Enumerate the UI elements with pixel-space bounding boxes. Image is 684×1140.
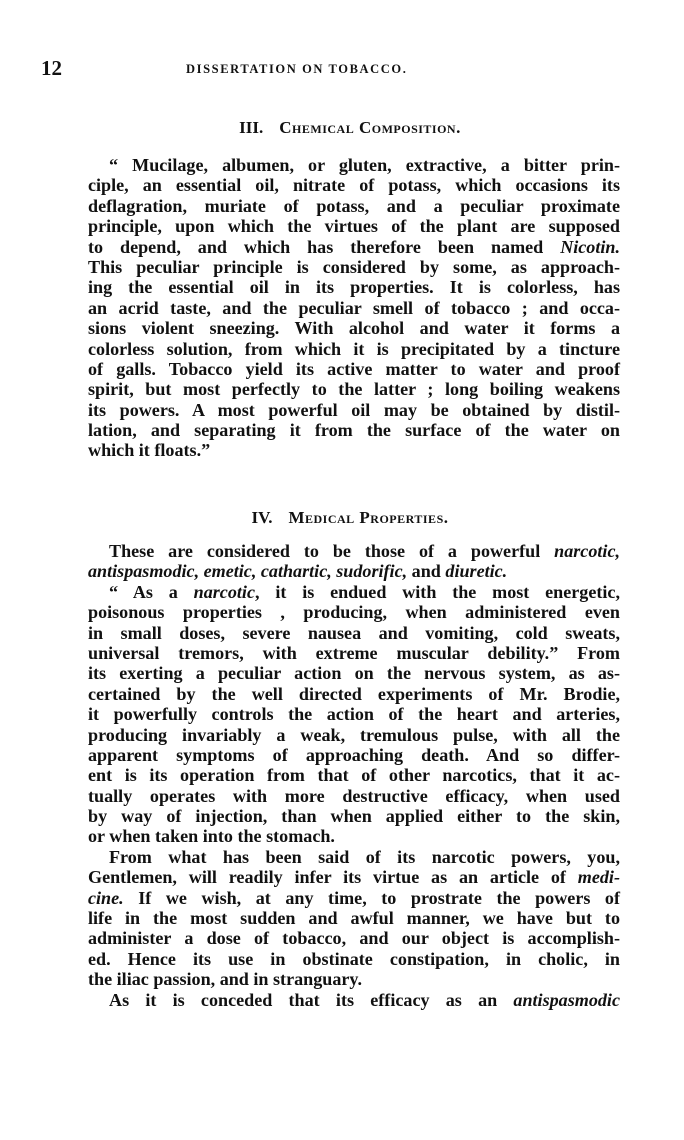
text-line: in small doses, severe nausea and vomiting, cold sweats,: [88, 622, 620, 643]
text-run: If we wish, at any time, to prostrate the powers of: [123, 887, 620, 908]
page-number: 12: [41, 56, 62, 80]
text-line: of galls. Tobacco yield its active matter to water and proof: [88, 358, 620, 379]
section-heading-chemical-composition: [8, 118, 684, 138]
text-run: Gentlemen, will readily infer its virtue as an article of: [88, 867, 578, 888]
text-line: This peculiar principle is considered by some, as approach-: [88, 256, 620, 277]
text-line: [88, 561, 620, 581]
text-line: by way of injection, than when applied either to the skin,: [88, 806, 620, 827]
italic-term: cine.: [88, 887, 124, 908]
text-line: its powers. A most powerful oil may be obtained by distil-: [88, 399, 620, 420]
text-run: “ As a: [109, 581, 194, 602]
section-title: Chemical Composition.: [279, 118, 461, 137]
text-line: sions violent sneezing. With alcohol and water it forms a: [88, 318, 620, 339]
section-heading-medical-properties: [8, 508, 684, 528]
italic-term: antispasmodic, emetic, cathartic, sudorific,: [88, 561, 408, 582]
text-line: ent is its operation from that of other narcotics, that it ac-: [88, 765, 620, 786]
text-line: apparent symptoms of approaching death. And so differ-: [88, 744, 620, 765]
text-line: its exerting a peculiar action on the nervous system, as as-: [88, 663, 620, 684]
text-run: and: [407, 561, 446, 582]
text-run: These are considered to be those of a powerful: [109, 541, 555, 561]
text-line: [88, 541, 620, 561]
italic-term: antispasmodic: [513, 989, 620, 1010]
text-line: an acrid taste, and the peculiar smell of tobacco ; and occa-: [88, 297, 620, 318]
text-line: the iliac passion, and in stranguary.: [88, 969, 362, 990]
text-line: colorless solution, from which it is precipitated by a tincture: [88, 338, 620, 359]
text-line: administer a dose of tobacco, and our object is accomplish-: [88, 928, 620, 949]
text-line: or when taken into the stomach.: [88, 826, 335, 847]
text-line: tually operates with more destructive efficacy, when used: [88, 785, 620, 806]
italic-term: diuretic.: [445, 561, 508, 582]
medical-properties-text: [88, 541, 620, 1010]
text-line: [88, 888, 620, 908]
italic-term: narcotic,: [554, 541, 620, 561]
text-line: poisonous properties , producing, when administered even: [88, 602, 620, 623]
text-line: ing the essential oil in its properties. It is colorless, has: [88, 277, 620, 298]
text-run: As it is conceded that its efficacy as an: [109, 989, 514, 1010]
italic-term: medi-: [577, 867, 620, 888]
text-line: which it floats.”: [88, 440, 211, 461]
text-line: life in the most sudden and awful manner, we have but to: [88, 908, 620, 929]
text-line: [88, 582, 620, 602]
section-numeral: III.: [239, 118, 264, 137]
text-line: ed. Hence its use in obstinate constipation, in cholic, in: [88, 948, 620, 969]
text-line: [88, 867, 620, 887]
text-line: “ Mucilage, albumen, or gluten, extractive, a bitter prin-: [109, 155, 620, 175]
text-line: certained by the well directed experiments of Mr. Brodie,: [88, 683, 620, 704]
text-line: principle, upon which the virtues of the plant are supposed: [88, 216, 620, 237]
italic-term-nicotin: Nicotin.: [560, 236, 620, 257]
text-line: it powerfully controls the action of the heart and arteries,: [88, 704, 620, 725]
text-run: to depend, and which has therefore been named: [88, 236, 561, 257]
text-run: , it is endued with the most energetic,: [254, 581, 620, 602]
section-numeral: IV.: [251, 508, 273, 527]
text-line: ciple, an essential oil, nitrate of potass, which occasions its: [88, 175, 620, 196]
italic-term: narcotic: [193, 581, 255, 602]
text-line: deflagration, muriate of potass, and a peculiar proximate: [88, 195, 620, 216]
text-line: From what has been said of its narcotic powers, you,: [109, 846, 620, 867]
text-line: [88, 237, 620, 257]
text-line: lation, and separating it from the surface of the water on: [88, 420, 620, 441]
text-line: [88, 990, 620, 1010]
section-title: Medical Properties.: [288, 508, 449, 527]
running-head: DISSERTATION ON TOBACCO.: [186, 62, 408, 76]
text-line: spirit, but most perfectly to the latter ; long boiling weakens: [88, 379, 620, 400]
text-line: universal tremors, with extreme muscular debility.” From: [88, 642, 620, 663]
text-line: producing invariably a weak, tremulous pulse, with all the: [88, 724, 620, 745]
chemical-composition-paragraph: [88, 155, 620, 461]
